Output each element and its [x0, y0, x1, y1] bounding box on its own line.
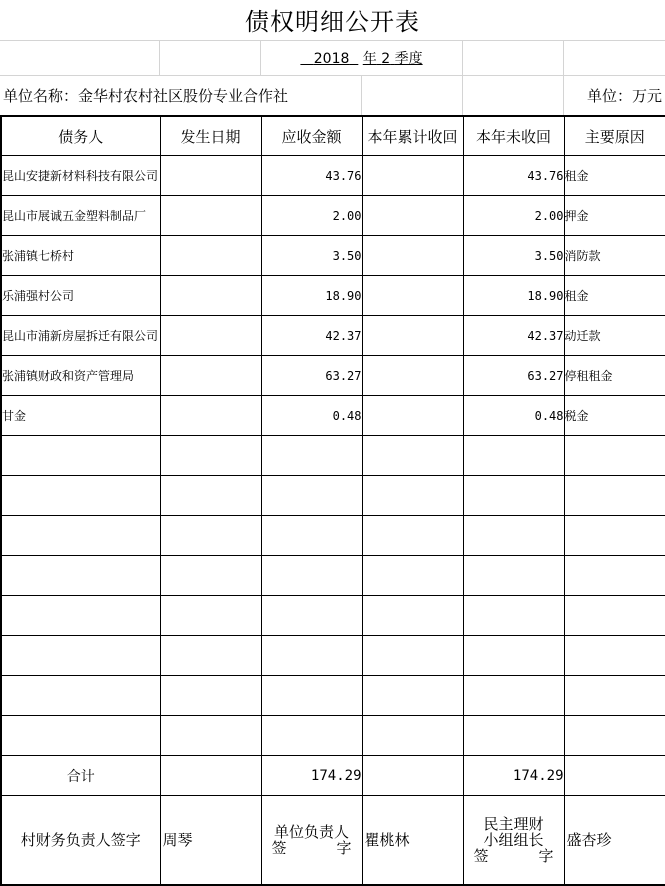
receivable-cell — [261, 516, 362, 556]
total-date — [160, 756, 261, 796]
date-cell — [160, 236, 261, 276]
reason-cell — [564, 556, 665, 596]
date-cell — [160, 556, 261, 596]
collected-cell — [362, 716, 463, 756]
outstanding-cell: 0.48 — [463, 396, 564, 436]
date-cell — [160, 316, 261, 356]
reason-cell: 停租租金 — [564, 356, 665, 396]
reason-cell: 租金 — [564, 276, 665, 316]
reason-cell — [564, 476, 665, 516]
debt-table — [0, 115, 665, 886]
unit-head-l2b: 字 — [336, 839, 352, 857]
header-outstanding: 本年未收回 — [463, 116, 564, 156]
date-cell — [160, 676, 261, 716]
debtor-cell — [1, 476, 160, 516]
reason-cell — [564, 516, 665, 556]
total-outstanding: 174.29 — [463, 756, 564, 796]
table-row — [1, 236, 665, 276]
debtor-cell: 甘金 — [1, 396, 160, 436]
finance-sign-name: 周琴 — [160, 796, 261, 886]
debtor-cell: 张浦镇七桥村 — [1, 236, 160, 276]
reason-cell — [564, 596, 665, 636]
collected-cell — [362, 596, 463, 636]
page-title: 债权明细公开表 — [245, 8, 420, 36]
date-cell — [160, 516, 261, 556]
receivable-cell: 18.90 — [261, 276, 362, 316]
table-row — [1, 276, 665, 316]
debtor-cell — [1, 516, 160, 556]
group-line2: 小组组长 — [483, 831, 544, 849]
collected-cell — [362, 556, 463, 596]
debtor-cell: 张浦镇财政和资产管理局 — [1, 356, 160, 396]
outstanding-cell — [463, 556, 564, 596]
receivable-cell — [261, 596, 362, 636]
reason-cell: 押金 — [564, 196, 665, 236]
table-row — [1, 556, 665, 596]
date-cell — [160, 716, 261, 756]
receivable-cell: 42.37 — [261, 316, 362, 356]
header-reason: 主要原因 — [564, 116, 665, 156]
reason-cell — [564, 436, 665, 476]
reason-cell — [564, 716, 665, 756]
receivable-cell — [261, 676, 362, 716]
group-l3a: 签 — [473, 847, 489, 865]
table-row — [1, 156, 665, 196]
outstanding-cell: 18.90 — [463, 276, 564, 316]
total-reason — [564, 756, 665, 796]
unit-name-label: 单位名称：金华村农村社区股份专业合作社 — [3, 87, 289, 105]
total-receivable: 174.29 — [261, 756, 362, 796]
grid-line — [361, 75, 362, 115]
table-row — [1, 196, 665, 236]
receivable-cell: 0.48 — [261, 396, 362, 436]
date-cell — [160, 156, 261, 196]
receivable-cell — [261, 436, 362, 476]
table-row — [1, 356, 665, 396]
date-cell — [160, 196, 261, 236]
period-quarter: 2 — [381, 51, 391, 67]
reason-cell: 税金 — [564, 396, 665, 436]
outstanding-cell: 42.37 — [463, 316, 564, 356]
table-row — [1, 516, 665, 556]
outstanding-cell: 3.50 — [463, 236, 564, 276]
unit-head-sign-label — [261, 796, 362, 886]
total-label: 合计 — [1, 756, 160, 796]
table-row — [1, 436, 665, 476]
header-date: 发生日期 — [160, 116, 261, 156]
table-row — [1, 476, 665, 516]
receivable-cell: 3.50 — [261, 236, 362, 276]
collected-cell — [362, 396, 463, 436]
date-cell — [160, 356, 261, 396]
date-cell — [160, 636, 261, 676]
debtor-cell — [1, 556, 160, 596]
total-row — [1, 756, 665, 796]
table-row — [1, 396, 665, 436]
header-receivable: 应收金额 — [261, 116, 362, 156]
outstanding-cell: 43.76 — [463, 156, 564, 196]
period-line — [260, 42, 463, 76]
date-cell — [160, 436, 261, 476]
grid-line — [563, 40, 564, 115]
debtor-cell: 昆山市展诚五金塑料制品厂 — [1, 196, 160, 236]
receivable-cell — [261, 716, 362, 756]
collected-cell — [362, 476, 463, 516]
collected-cell — [362, 276, 463, 316]
debtor-cell — [1, 636, 160, 676]
finance-sign-label: 村财务负责人签字 — [1, 796, 160, 886]
outstanding-cell — [463, 676, 564, 716]
header-debtor: 债务人 — [1, 116, 160, 156]
table-row — [1, 596, 665, 636]
header-collected: 本年累计收回 — [362, 116, 463, 156]
debtor-cell: 昆山市浦新房屋拆迁有限公司 — [1, 316, 160, 356]
reason-cell — [564, 636, 665, 676]
reason-cell: 动迁款 — [564, 316, 665, 356]
date-cell — [160, 596, 261, 636]
outstanding-cell — [463, 476, 564, 516]
collected-cell — [362, 356, 463, 396]
debtor-cell — [1, 716, 160, 756]
collected-cell — [362, 436, 463, 476]
outstanding-cell: 63.27 — [463, 356, 564, 396]
group-l3b: 字 — [538, 847, 554, 865]
receivable-cell — [261, 556, 362, 596]
debtor-cell — [1, 436, 160, 476]
unit-head-l2a: 签 — [271, 839, 287, 857]
collected-cell — [362, 676, 463, 716]
grid-line — [159, 40, 160, 75]
outstanding-cell — [463, 636, 564, 676]
group-sign-label — [463, 796, 564, 886]
receivable-cell: 2.00 — [261, 196, 362, 236]
receivable-cell: 43.76 — [261, 156, 362, 196]
total-collected — [362, 756, 463, 796]
receivable-cell — [261, 636, 362, 676]
outstanding-cell: 2.00 — [463, 196, 564, 236]
collected-cell — [362, 636, 463, 676]
reason-cell: 消防款 — [564, 236, 665, 276]
table-row — [1, 636, 665, 676]
receivable-cell — [261, 476, 362, 516]
reason-cell: 租金 — [564, 156, 665, 196]
group-sign-name: 盛杏珍 — [564, 796, 665, 886]
grid-line — [0, 40, 665, 41]
outstanding-cell — [463, 716, 564, 756]
debtor-cell: 乐浦强村公司 — [1, 276, 160, 316]
collected-cell — [362, 516, 463, 556]
collected-cell — [362, 156, 463, 196]
group-line1: 民主理财 — [483, 815, 544, 833]
period-year-suffix: 年 — [362, 51, 377, 67]
date-cell — [160, 476, 261, 516]
period-quarter-suffix: 季度 — [394, 51, 423, 67]
table-row — [1, 716, 665, 756]
header-row — [1, 116, 665, 156]
collected-cell — [362, 236, 463, 276]
outstanding-cell — [463, 516, 564, 556]
outstanding-cell — [463, 436, 564, 476]
debtor-cell: 昆山安捷新材料科技有限公司 — [1, 156, 160, 196]
collected-cell — [362, 196, 463, 236]
reason-cell — [564, 676, 665, 716]
signature-row — [1, 796, 665, 886]
outstanding-cell — [463, 596, 564, 636]
receivable-cell: 63.27 — [261, 356, 362, 396]
unit-head-sign-name: 瞿桃林 — [362, 796, 463, 886]
table-row — [1, 676, 665, 716]
table-row — [1, 316, 665, 356]
date-cell — [160, 396, 261, 436]
debtor-cell — [1, 596, 160, 636]
period-year: 2018 — [313, 51, 350, 67]
date-cell — [160, 276, 261, 316]
debtor-cell — [1, 676, 160, 716]
unit-head-line1: 单位负责人 — [273, 823, 349, 841]
unit-label: 单位：万元 — [586, 87, 662, 105]
collected-cell — [362, 316, 463, 356]
